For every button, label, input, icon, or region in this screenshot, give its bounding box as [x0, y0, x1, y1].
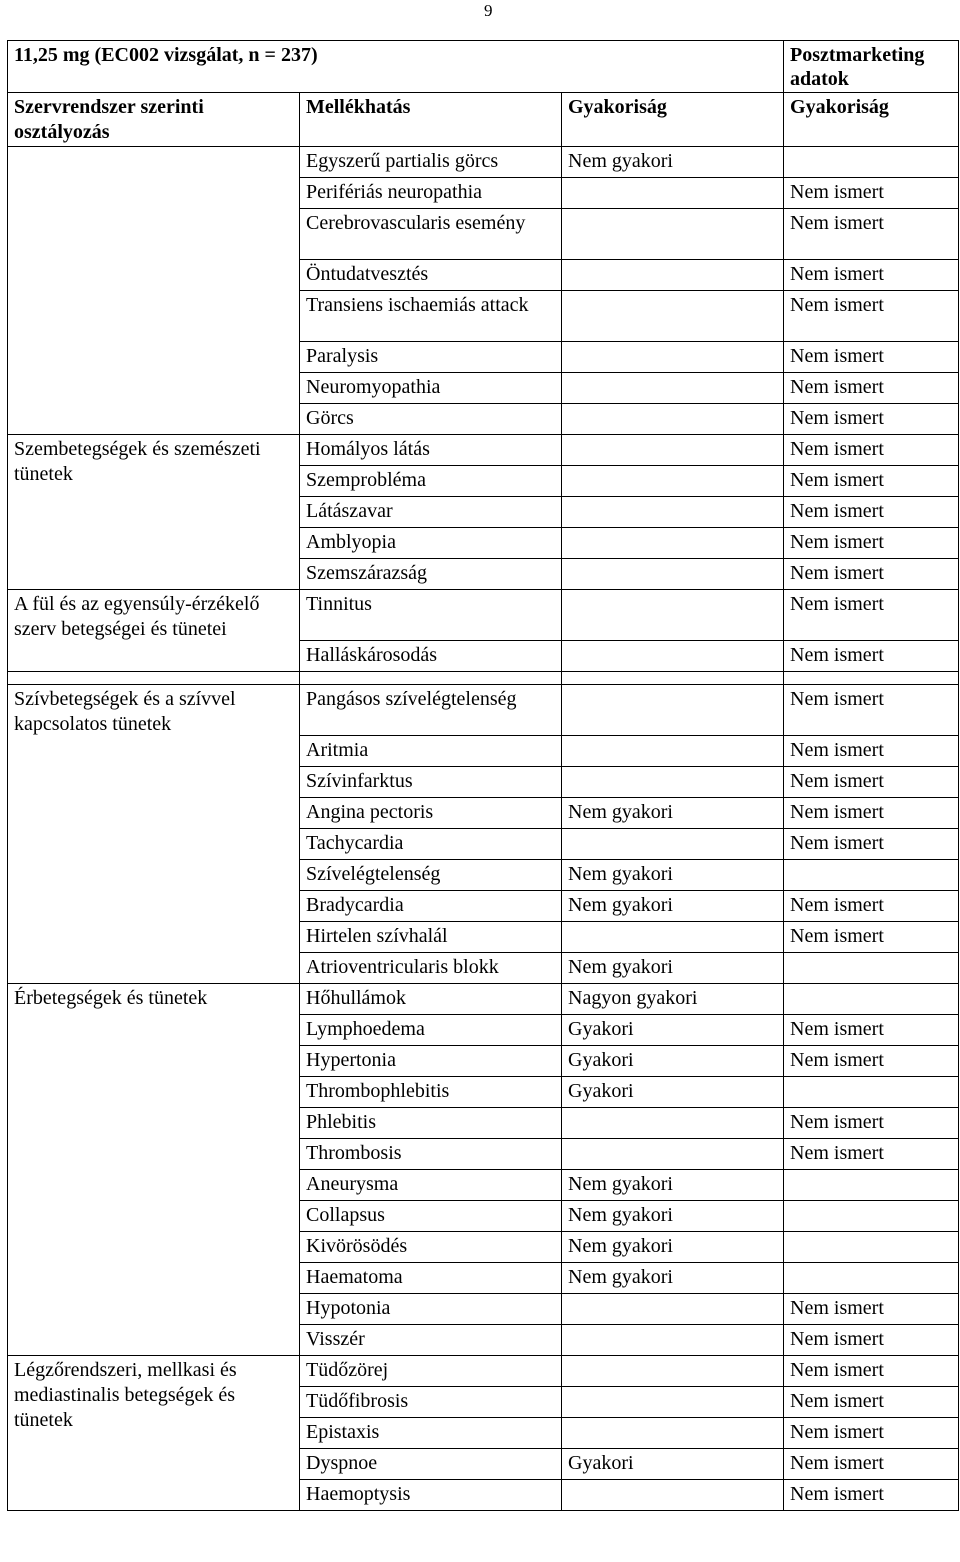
reaction-cell: Tinnitus	[300, 590, 562, 641]
reaction-cell: Angina pectoris	[300, 798, 562, 829]
postmarketing-cell: Nem ismert	[784, 891, 959, 922]
frequency-cell	[562, 829, 784, 860]
frequency-cell	[562, 1139, 784, 1170]
postmarketing-cell: Nem ismert	[784, 1108, 959, 1139]
postmarketing-cell: Nem ismert	[784, 342, 959, 373]
reaction-cell: Egyszerű partialis görcs	[300, 147, 562, 178]
frequency-cell	[562, 736, 784, 767]
postmarketing-cell: Nem ismert	[784, 1294, 959, 1325]
reaction-cell: Transiens ischaemiás attack	[300, 291, 562, 342]
table-title: 11,25 mg (EC002 vizsgálat, n = 237)	[8, 41, 784, 93]
postmarketing-cell: Nem ismert	[784, 641, 959, 672]
postmarketing-cell: Nem ismert	[784, 798, 959, 829]
table-row	[8, 590, 959, 641]
frequency-cell	[562, 404, 784, 435]
postmarketing-header: Posztmarketing adatok	[784, 41, 959, 93]
spacer-cell	[784, 672, 959, 685]
frequency-cell	[562, 685, 784, 736]
reaction-cell: Phlebitis	[300, 1108, 562, 1139]
postmarketing-cell: Nem ismert	[784, 1015, 959, 1046]
reaction-cell: Haemoptysis	[300, 1480, 562, 1511]
postmarketing-cell: Nem ismert	[784, 1449, 959, 1480]
postmarketing-cell: Nem ismert	[784, 466, 959, 497]
frequency-cell	[562, 767, 784, 798]
reaction-cell: Neuromyopathia	[300, 373, 562, 404]
postmarketing-cell: Nem ismert	[784, 497, 959, 528]
reaction-cell: Halláskárosodás	[300, 641, 562, 672]
postmarketing-cell: Nem ismert	[784, 178, 959, 209]
adverse-reactions-table	[7, 40, 959, 1511]
postmarketing-cell	[784, 147, 959, 178]
reaction-cell: Hőhullámok	[300, 984, 562, 1015]
reaction-cell: Atrioventricularis blokk	[300, 953, 562, 984]
reaction-cell: Perifériás neuropathia	[300, 178, 562, 209]
reaction-cell: Thrombophlebitis	[300, 1077, 562, 1108]
reaction-cell: Homályos látás	[300, 435, 562, 466]
postmarketing-cell: Nem ismert	[784, 1480, 959, 1511]
postmarketing-cell: Nem ismert	[784, 685, 959, 736]
postmarketing-cell: Nem ismert	[784, 528, 959, 559]
postmarketing-cell	[784, 1077, 959, 1108]
table-spacer-row	[8, 672, 959, 685]
frequency-cell: Nem gyakori	[562, 891, 784, 922]
reaction-cell: Lymphoedema	[300, 1015, 562, 1046]
organ-class-cell: Szívbetegségek és a szívvel kapcsolatos tünetek	[8, 685, 300, 984]
frequency-cell: Nagyon gyakori	[562, 984, 784, 1015]
frequency-cell	[562, 291, 784, 342]
reaction-cell: Dyspnoe	[300, 1449, 562, 1480]
frequency-cell: Gyakori	[562, 1015, 784, 1046]
frequency-cell: Nem gyakori	[562, 1263, 784, 1294]
frequency-cell	[562, 497, 784, 528]
reaction-cell: Collapsus	[300, 1201, 562, 1232]
table-row	[8, 984, 959, 1015]
postmarketing-cell: Nem ismert	[784, 590, 959, 641]
table-row	[8, 1356, 959, 1387]
frequency-cell: Nem gyakori	[562, 798, 784, 829]
reaction-cell: Hypertonia	[300, 1046, 562, 1077]
organ-class-cell: Légzőrendszeri, mellkasi és mediastinalis betegségek és tünetek	[8, 1356, 300, 1511]
reaction-cell: Tüdőzörej	[300, 1356, 562, 1387]
postmarketing-cell	[784, 1263, 959, 1294]
postmarketing-cell: Nem ismert	[784, 1387, 959, 1418]
organ-class-cell: Érbetegségek és tünetek	[8, 984, 300, 1356]
frequency-cell: Gyakori	[562, 1449, 784, 1480]
frequency-cell: Gyakori	[562, 1046, 784, 1077]
table-header-row	[8, 93, 959, 147]
frequency-cell	[562, 1108, 784, 1139]
frequency-cell	[562, 373, 784, 404]
reaction-cell: Szívinfarktus	[300, 767, 562, 798]
frequency-cell: Nem gyakori	[562, 147, 784, 178]
frequency-cell	[562, 559, 784, 590]
page-number: 9	[484, 1, 493, 20]
reaction-cell: Szemszárazság	[300, 559, 562, 590]
frequency-cell	[562, 1387, 784, 1418]
frequency-cell: Nem gyakori	[562, 1201, 784, 1232]
reaction-cell: Visszér	[300, 1325, 562, 1356]
reaction-cell: Bradycardia	[300, 891, 562, 922]
postmarketing-cell: Nem ismert	[784, 1418, 959, 1449]
reaction-cell: Szemprobléma	[300, 466, 562, 497]
postmarketing-cell: Nem ismert	[784, 1046, 959, 1077]
postmarketing-cell: Nem ismert	[784, 767, 959, 798]
postmarketing-cell	[784, 860, 959, 891]
frequency-cell: Nem gyakori	[562, 953, 784, 984]
frequency-cell	[562, 1418, 784, 1449]
reaction-cell: Öntudatvesztés	[300, 260, 562, 291]
frequency-cell	[562, 528, 784, 559]
postmarketing-cell	[784, 1201, 959, 1232]
spacer-cell	[562, 672, 784, 685]
postmarketing-cell	[784, 1170, 959, 1201]
postmarketing-cell: Nem ismert	[784, 829, 959, 860]
frequency-cell	[562, 590, 784, 641]
frequency-cell	[562, 209, 784, 260]
frequency-cell	[562, 260, 784, 291]
frequency-cell	[562, 342, 784, 373]
postmarketing-cell	[784, 984, 959, 1015]
frequency-cell	[562, 922, 784, 953]
reaction-cell: Aneurysma	[300, 1170, 562, 1201]
frequency-cell	[562, 1356, 784, 1387]
postmarketing-cell: Nem ismert	[784, 291, 959, 342]
postmarketing-cell: Nem ismert	[784, 922, 959, 953]
reaction-cell: Aritmia	[300, 736, 562, 767]
reaction-cell: Thrombosis	[300, 1139, 562, 1170]
header-organ-class: Szervrendszer szerinti osztályozás	[8, 93, 300, 147]
table-title-row	[8, 41, 959, 93]
frequency-cell	[562, 178, 784, 209]
frequency-cell: Nem gyakori	[562, 860, 784, 891]
frequency-cell	[562, 1480, 784, 1511]
reaction-cell: Epistaxis	[300, 1418, 562, 1449]
header-reaction: Mellékhatás	[300, 93, 562, 147]
reaction-cell: Tachycardia	[300, 829, 562, 860]
reaction-cell: Pangásos szívelégtelenség	[300, 685, 562, 736]
postmarketing-cell: Nem ismert	[784, 1325, 959, 1356]
header-postmarketing-frequency: Gyakoriság	[784, 93, 959, 147]
reaction-cell: Kivörösödés	[300, 1232, 562, 1263]
reaction-cell: Haematoma	[300, 1263, 562, 1294]
spacer-cell	[300, 672, 562, 685]
postmarketing-cell: Nem ismert	[784, 373, 959, 404]
reaction-cell: Görcs	[300, 404, 562, 435]
frequency-cell	[562, 466, 784, 497]
postmarketing-cell	[784, 1232, 959, 1263]
organ-class-cell	[8, 147, 300, 435]
frequency-cell	[562, 641, 784, 672]
reaction-cell: Paralysis	[300, 342, 562, 373]
reaction-cell: Látászavar	[300, 497, 562, 528]
reaction-cell: Tüdőfibrosis	[300, 1387, 562, 1418]
postmarketing-cell: Nem ismert	[784, 1356, 959, 1387]
table-row	[8, 147, 959, 178]
frequency-cell: Gyakori	[562, 1077, 784, 1108]
reaction-cell: Szívelégtelenség	[300, 860, 562, 891]
postmarketing-cell: Nem ismert	[784, 559, 959, 590]
postmarketing-cell: Nem ismert	[784, 1139, 959, 1170]
postmarketing-cell: Nem ismert	[784, 209, 959, 260]
postmarketing-cell: Nem ismert	[784, 435, 959, 466]
frequency-cell: Nem gyakori	[562, 1170, 784, 1201]
postmarketing-cell	[784, 953, 959, 984]
reaction-cell: Cerebrovascularis esemény	[300, 209, 562, 260]
table-row	[8, 685, 959, 736]
frequency-cell: Nem gyakori	[562, 1232, 784, 1263]
postmarketing-cell: Nem ismert	[784, 736, 959, 767]
reaction-cell: Hirtelen szívhalál	[300, 922, 562, 953]
table-row	[8, 435, 959, 466]
postmarketing-cell: Nem ismert	[784, 404, 959, 435]
organ-class-cell: A fül és az egyensúly-érzékelő szerv betegségei és tünetei	[8, 590, 300, 672]
header-frequency: Gyakoriság	[562, 93, 784, 147]
spacer-cell	[8, 672, 300, 685]
reaction-cell: Amblyopia	[300, 528, 562, 559]
organ-class-cell: Szembetegségek és szemészeti tünetek	[8, 435, 300, 590]
frequency-cell	[562, 435, 784, 466]
postmarketing-cell: Nem ismert	[784, 260, 959, 291]
frequency-cell	[562, 1294, 784, 1325]
reaction-cell: Hypotonia	[300, 1294, 562, 1325]
frequency-cell	[562, 1325, 784, 1356]
